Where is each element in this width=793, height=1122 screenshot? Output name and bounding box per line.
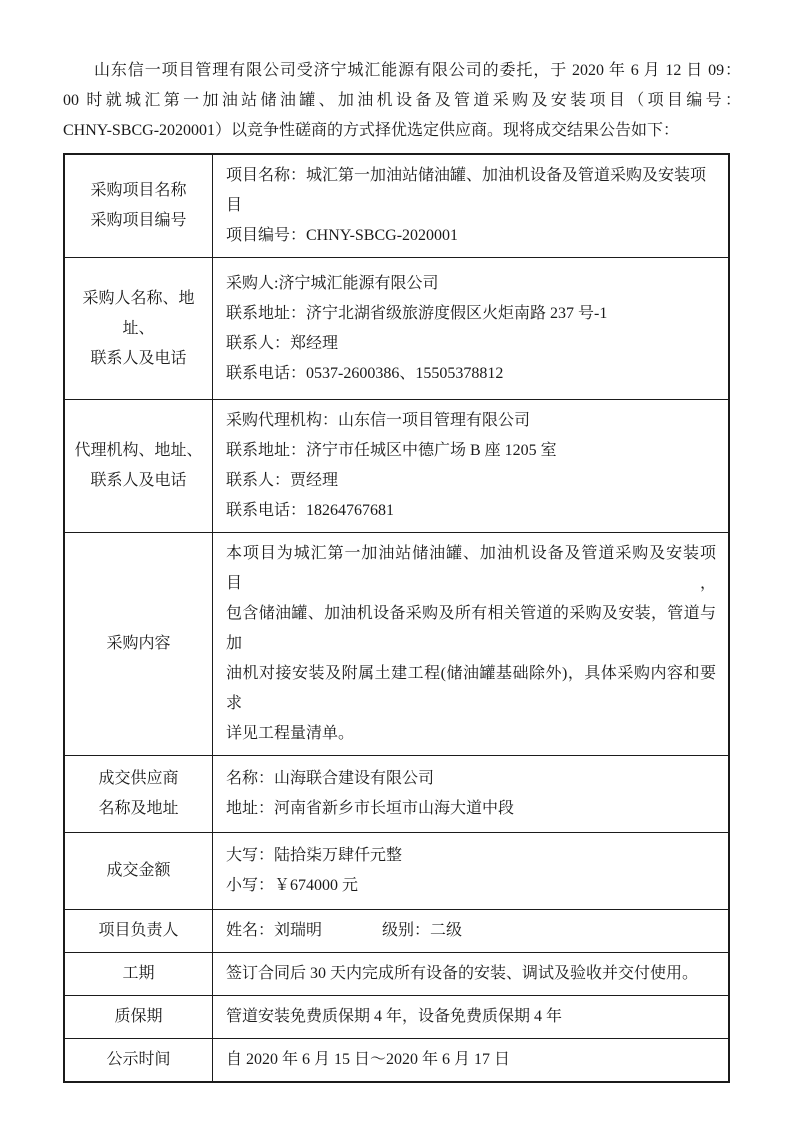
table-row-purchaser (65, 257, 728, 399)
content-line: 地址：河南省新乡市长垣市山海大道中段 (226, 800, 515, 817)
row-content (213, 833, 728, 909)
content-line: 采购代理机构：山东信一项目管理有限公司 (226, 412, 531, 429)
table-row-project-manager (65, 909, 728, 952)
table-row-winning-supplier (65, 755, 728, 832)
row-label (65, 155, 213, 257)
content-line: 小写：￥674000 元 (226, 877, 359, 894)
row-label (65, 833, 213, 909)
row-content (213, 533, 728, 755)
row-label (65, 533, 213, 755)
row-label-line: 联系人及电话 (90, 349, 187, 367)
row-label-line: 采购人名称、地址、 (82, 289, 195, 337)
row-content (213, 996, 728, 1038)
manager-name: 姓名：刘瑞明 (226, 922, 323, 939)
row-label-line: 项目负责人 (98, 922, 179, 939)
row-label-line: 采购项目编号 (90, 212, 187, 229)
content-line: 联系电话：0537-2600386、15505378812 (226, 364, 504, 382)
content-line: 包含储油罐、加油机设备采购及所有相关管道的采购及安装，管道与加 (226, 605, 716, 652)
row-label-line: 采购内容 (106, 635, 171, 652)
content-line: 自 2020 年 6 月 15 日～2020 年 6 月 17 日 (226, 1051, 511, 1068)
content-line: 联系地址：济宁市任城区中德广场 B 座 1205 室 (226, 442, 557, 459)
content-line: 本项目为城汇第一加油站储油罐、加油机设备及管道采购及安装项目， (226, 545, 716, 592)
table-row-project-name (65, 155, 728, 257)
row-label (65, 910, 213, 952)
table-row-publicity-period (65, 1038, 728, 1081)
content-line: 联系地址：济宁北湖省级旅游度假区火炬南路 237 号-1 (226, 304, 608, 322)
row-content (213, 258, 728, 399)
manager-level: 级别：二级 (382, 922, 463, 939)
row-label-line: 名称及地址 (98, 800, 179, 817)
row-label (65, 1039, 213, 1081)
row-content (213, 756, 728, 832)
row-content (213, 910, 728, 952)
row-label (65, 996, 213, 1038)
intro-line: CHNY-SBCG-2020001）以竞争性磋商的方式择优选定供应商。现将成交结果公告如下： (63, 122, 680, 139)
content-line: 详见工程量清单。 (226, 725, 355, 742)
table-row-construction-period (65, 952, 728, 995)
row-label (65, 400, 213, 532)
table-row-warranty-period (65, 995, 728, 1038)
row-label-line: 工期 (122, 965, 155, 982)
row-content (213, 400, 728, 532)
intro-paragraph (63, 56, 741, 146)
row-label-line: 采购项目名称 (90, 182, 187, 199)
row-label (65, 756, 213, 832)
content-line: 大写：陆拾柒万肆仟元整 (226, 847, 403, 864)
content-line (226, 916, 716, 946)
content-line: 管道安装免费质保期 4 年，设备免费质保期 4 年 (226, 1008, 563, 1025)
row-label-line: 成交供应商 (98, 770, 179, 787)
table-row-agency (65, 399, 728, 532)
intro-line: 00 时就城汇第一加油站储油罐、加油机设备及管道采购及安装项目（项目编号： (63, 92, 741, 109)
intro-line: 山东信一项目管理有限公司受济宁城汇能源有限公司的委托，于 2020 年 6 月 12 日 09： (94, 62, 741, 79)
row-label-line: 质保期 (114, 1008, 163, 1025)
row-label-line: 成交金额 (106, 862, 171, 879)
row-content (213, 155, 728, 257)
content-line: 项目名称：城汇第一加油站储油罐、加油机设备及管道采购及安装项目 (226, 167, 707, 214)
content-line: 采购人:济宁城汇能源有限公司 (226, 274, 439, 292)
content-line: 联系人：贾经理 (226, 472, 339, 489)
content-line: 名称：山海联合建设有限公司 (226, 770, 435, 787)
table-row-procurement-content (65, 532, 728, 755)
row-content (213, 953, 728, 995)
row-label-line: 代理机构、地址、 (74, 442, 203, 459)
row-label-line: 联系人及电话 (90, 472, 187, 489)
content-line: 联系电话：18264767681 (226, 502, 395, 519)
content-line: 签订合同后 30 天内完成所有设备的安装、调试及验收并交付使用。 (226, 965, 699, 982)
row-label (65, 258, 213, 399)
content-line: 油机对接安装及附属土建工程(储油罐基础除外)，具体采购内容和要求 (226, 665, 716, 712)
table-row-deal-amount (65, 832, 728, 909)
content-line: 项目编号：CHNY-SBCG-2020001 (226, 227, 459, 244)
row-label-line: 公示时间 (106, 1051, 171, 1068)
content-line: 联系人：郑经理 (226, 334, 339, 352)
announcement-table (63, 153, 730, 1083)
row-label (65, 953, 213, 995)
document-page (63, 56, 741, 1083)
row-content (213, 1039, 728, 1081)
